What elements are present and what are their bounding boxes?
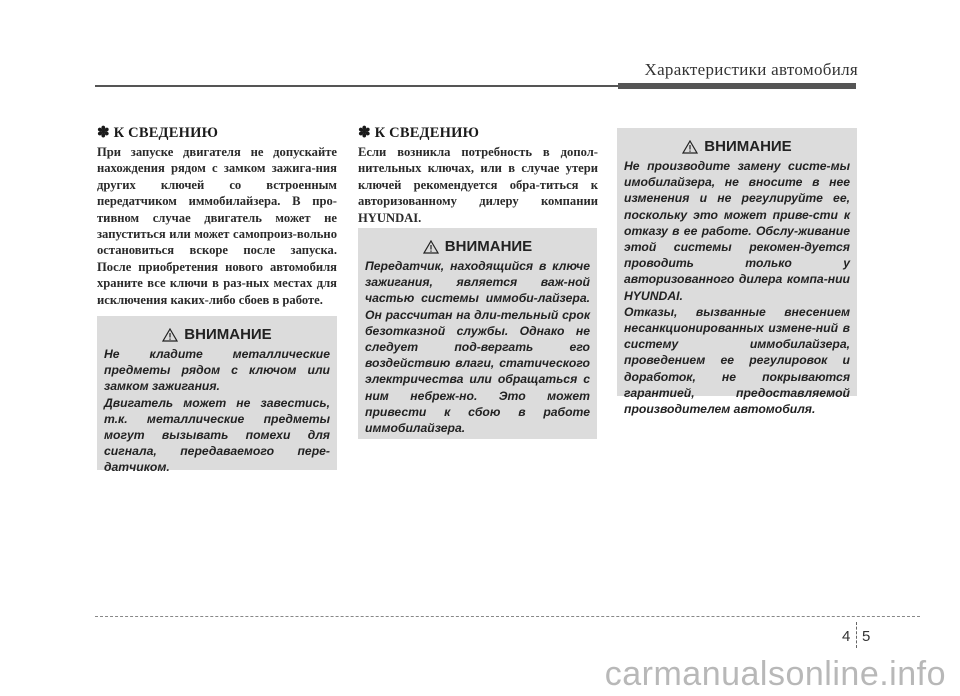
note-body: Если возникла потребность в допол-нительных ключах, или в случае утери ключей рекомендуется обра-титься к авторизованному дилеру компании HYUNDAI. [358, 145, 598, 225]
chapter-number: 4 [842, 628, 851, 645]
warning-heading [365, 238, 590, 255]
header-rule-accent [618, 83, 856, 89]
warning-box-3 [617, 128, 857, 417]
warning-triangle-icon [162, 328, 178, 342]
column-1 [97, 123, 337, 308]
note-heading [358, 123, 598, 142]
warning-heading [624, 138, 850, 155]
warning-title: ВНИМАНИЕ [704, 138, 792, 155]
asterisk-icon: ✽ [358, 125, 371, 141]
warning-triangle-icon [423, 240, 439, 254]
warning-text: Не производите замену систе-мы имобилайзера, не вносите в нее изменения и не регулируйте ее, поскольку это может приве-сти к отказу в ее работе. Обслу-живание этой системы рекомен-дуется проводить только у авторизованного дилера компа-нии HYUNDAI. [624, 159, 850, 303]
note-heading-text: К СВЕДЕНИЮ [374, 125, 480, 141]
page-number: 5 [862, 628, 871, 645]
note-heading [97, 123, 337, 142]
asterisk-icon: ✽ [97, 125, 110, 141]
warning-heading [104, 326, 330, 343]
warning-title: ВНИМАНИЕ [184, 326, 272, 343]
warning-text: Отказы, вызванные внесением несанкционированных измене-ний в систему иммобилайзера, проведением ее регулировок и доработок, не покрываются гарантией, предоставляемой производителем автомобиля. [624, 304, 850, 417]
warning-text: Двигатель может не завестись, т.к. металлические предметы могут вызывать помехи для сигнала, передаваемого пере-датчиком. [104, 395, 330, 475]
warning-text: Не кладите металлические предметы рядом с ключом или замком зажигания. [104, 347, 330, 394]
page-number-separator [856, 622, 857, 648]
watermark: carmanualsonline.info [604, 655, 946, 693]
note-heading-text: К СВЕДЕНИЮ [113, 125, 219, 141]
column-2 [358, 123, 598, 226]
warning-text: Передатчик, находящийся в ключе зажигания, является важ-ной частью системы иммоби-лайзера. Он рассчитан на дли-тельный срок безотказной службы. Однако не следует под-вергать его воздействию влаги, статического электричества или обращаться с ним небреж-но. Это может привести к сбою в работе иммобилайзера. [365, 259, 590, 436]
page-header-title: Характеристики автомобиля [644, 60, 858, 79]
footer-rule [95, 616, 920, 617]
warning-title: ВНИМАНИЕ [444, 238, 533, 255]
warning-box-2 [358, 228, 597, 439]
note-body: При запуске двигателя не допускайте нахождения рядом с замком зажига-ния других ключей со встроенным передатчиком иммобилайзера. В про-тивном случае двигатель может не запуститься или может самопроиз-вольно остановиться вскоре после запуска. После приобретения нового автомобиля храните все ключи в раз-ных местах для исключения каких-либо сбоев в работе. [97, 145, 337, 307]
warning-triangle-icon [682, 140, 698, 154]
warning-box-1 [97, 316, 337, 475]
